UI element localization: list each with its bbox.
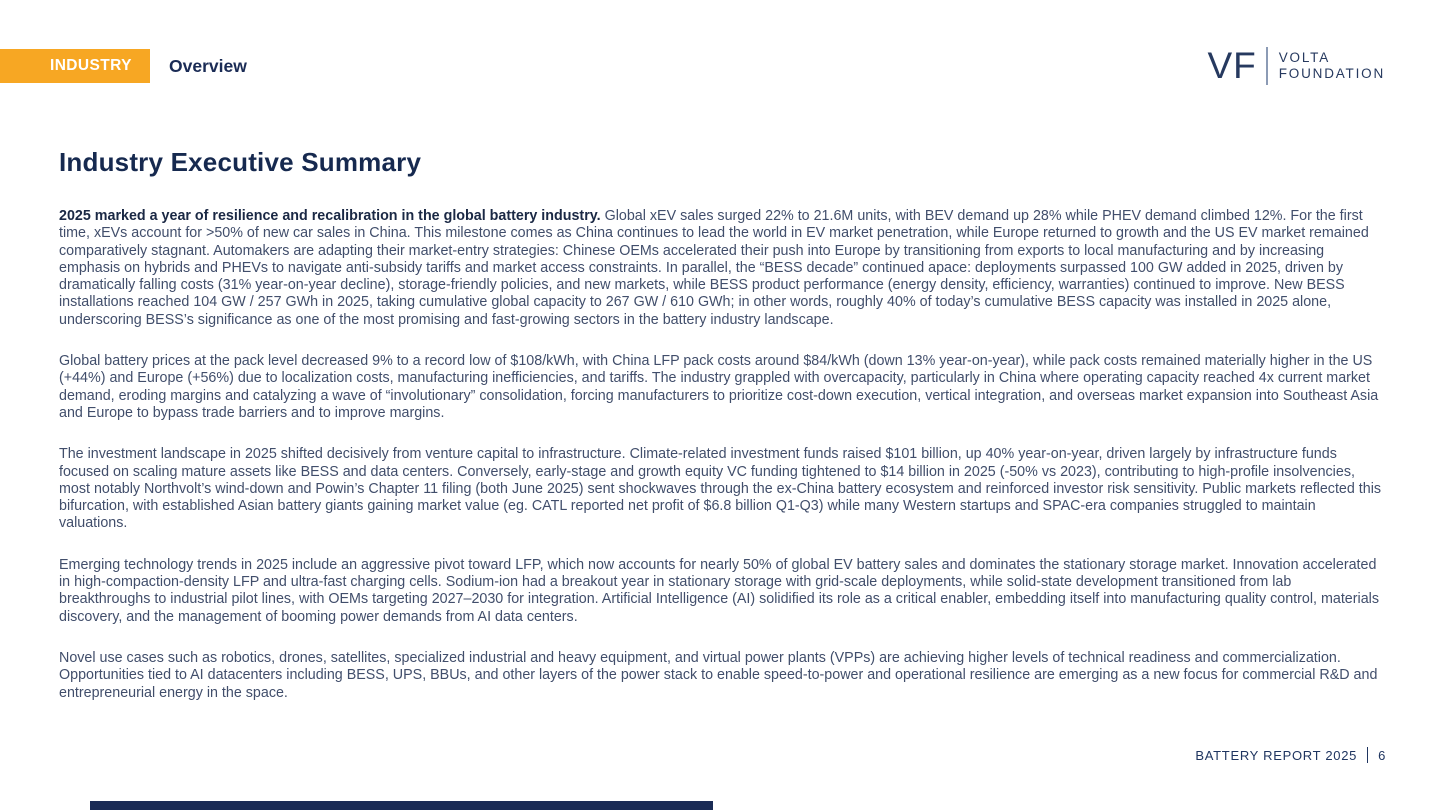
logo-divider [1266, 47, 1268, 85]
logo-wordmark-line1: VOLTA [1278, 50, 1331, 65]
logo-wordmark-line2: FOUNDATION [1278, 66, 1385, 81]
paragraph-1-lead: 2025 marked a year of resilience and recalibration in the global battery industry. [59, 208, 601, 224]
logo-monogram: VF [1207, 45, 1257, 86]
slide-footer [1195, 747, 1386, 763]
section-title: Overview [169, 55, 247, 76]
volta-foundation-logo [1207, 46, 1385, 86]
bottom-accent-bar [90, 801, 713, 810]
paragraph-5-text: Novel use cases such as robotics, drones, satellites, specialized industrial and heavy equipment, and virtual power plants (VPPs) are achieving higher levels of technical readiness and commercialization. Opportunities tied to AI datacenters including BESS, UPS, BBUs, and other layers of the power stack to enable speed-to-power and operational resilience are emerging as a new focus for commercial R&D and entrepreneurial energy in the space. [59, 649, 1378, 701]
industry-badge: INDUSTRY [0, 49, 150, 83]
paragraph-1 [59, 208, 1382, 329]
slide-content [59, 147, 1382, 726]
footer-page-number: 6 [1378, 747, 1386, 763]
paragraph-3 [59, 446, 1382, 532]
paragraph-4-text: Emerging technology trends in 2025 include an aggressive pivot toward LFP, which now accounts for nearly 50% of global EV battery sales and dominates the stationary storage market. Innovation accelerated in high-compaction-density LFP and ultra-fast charging cells. Sodium-ion had a breakout year in stationary storage with grid-scale deployments, while solid-state development transitioned from lab breakthroughs to industrial pilot lines, with OEMs targeting 2027–2030 for integration. Artificial Intelligence (AI) solidified its role as a critical enabler, embedding itself into manufacturing quality control, materials discovery, and the management of booming power demands from AI data centers. [59, 556, 1379, 625]
paragraph-3-text: The investment landscape in 2025 shifted decisively from venture capital to infrastructure. Climate-related investment funds raised $101 billion, up 40% year-on-year, driven largely by infrastructure funds focused on scaling mature assets like BESS and data centers. Conversely, early-stage and growth equity VC funding tightened to $14 billion in 2025 (-50% vs 2023), contributing to high-profile insolvencies, most notably Northvolt’s wind-down and Powin’s Chapter 11 filing (both June 2025) sent shockwaves through the ex-China battery ecosystem and reinforced investor risk sensitivity. Public markets reflected this bifurcation, with established Asian battery giants gaining market value (eg. CATL reported net profit of $6.8 billion Q1-Q3) while many Western startups and SPAC-era companies struggled to maintain valuations. [59, 446, 1382, 532]
footer-report-name: BATTERY REPORT 2025 [1195, 747, 1358, 763]
page-title: Industry Executive Summary [59, 147, 422, 177]
paragraph-2-text: Global battery prices at the pack level decreased 9% to a record low of $108/kWh, with China LFP pack costs around $84/kWh (down 13% year-on-year), while pack costs remained materially higher in the US (+44%) and Europe (+56%) due to localization costs, manufacturing inefficiencies, and tariffs. The industry grappled with overcapacity, particularly in China where operating capacity reached 4x current market demand, eroding margins and catalyzing a wave of “involutionary” consolidation, forcing manufacturers to prioritize cost-down execution, vertical integration, and overseas market expansion into Southeast Asia and Europe to bypass trade barriers and to improve margins. [59, 353, 1379, 421]
paragraph-4 [59, 557, 1382, 626]
paragraph-5 [59, 650, 1382, 702]
paragraph-1-text: Global xEV sales surged 22% to 21.6M units, with BEV demand up 28% while PHEV demand climbed 12%. For the first time, xEVs account for >50% of new car sales in China. This milestone comes as China continues to lead the world in EV market penetration, while Europe returned to growth and the US EV market remained comparatively stagnant. Automakers are adapting their market-entry strategies: Chinese OEMs accelerated their push into Europe by transitioning from exports to local manufacturing and by increasing emphasis on hybrids and PHEVs to navigate anti-subsidy tariffs and market access constraints. In parallel, the “BESS decade” continued apace: deployments surpassed 100 GW added in 2025, driven by dramatically falling costs (31% year-on-year decline), storage-friendly policies, and new markets, while BESS product performance (energy density, efficiency, warranties) continued to improve. New BESS installations reached 104 GW / 257 GWh in 2025, taking cumulative global capacity to 267 GW / 610 GWh; in other words, roughly 40% of today’s cumulative BESS capacity was installed in 2025 alone, underscoring BESS’s significance as one of the most promising and fast-growing sectors in the battery industry landscape. [59, 208, 1369, 328]
footer-divider [1367, 747, 1368, 763]
logo-wordmark [1279, 50, 1385, 82]
paragraph-2 [59, 353, 1382, 422]
